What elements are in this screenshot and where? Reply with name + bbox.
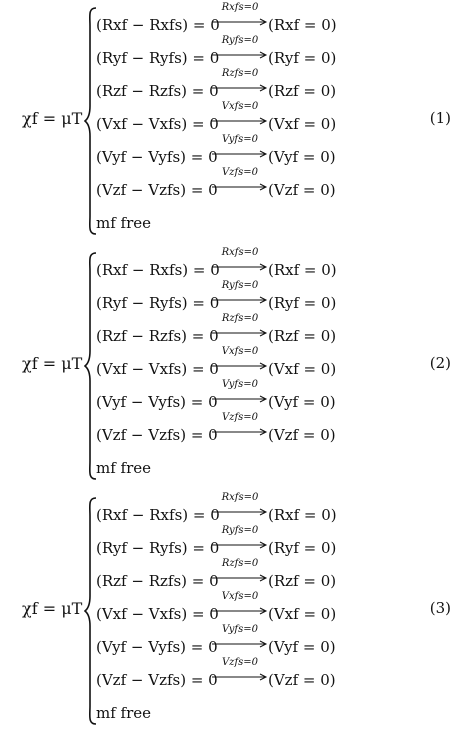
- case-row: [96, 412, 336, 459]
- constraint-result: (Ryf = 0): [268, 294, 337, 312]
- arrow-label: Rzfs=0: [221, 68, 259, 79]
- constraint-result: (Vzf = 0): [268, 181, 336, 199]
- implication-arrow: [212, 379, 268, 409]
- case-rows: [96, 247, 337, 492]
- constraint-result: (Vzf = 0): [268, 671, 336, 689]
- right-arrow-icon: [212, 673, 268, 681]
- constraint-expression: (Rxf − Rxfs) = 0: [96, 506, 220, 524]
- equation-2: [0, 245, 474, 481]
- constraint-result: (Vyf = 0): [268, 393, 336, 411]
- right-arrow-icon: [212, 18, 268, 26]
- constraint-expression: (Vzf − Vzfs) = 0: [96, 426, 218, 444]
- arrow-label: Ryfs=0: [221, 280, 259, 291]
- constraint-expression: (Vyf − Vyfs) = 0: [96, 638, 218, 656]
- arrow-label: Rxfs=0: [221, 247, 259, 258]
- implication-arrow: [212, 247, 268, 277]
- case-row: [96, 657, 336, 704]
- right-arrow-icon: [212, 574, 268, 582]
- implication-arrow: [212, 101, 268, 131]
- equation-number: (1): [429, 109, 451, 127]
- constraint-expression: (Vxf − Vxfs) = 0: [96, 605, 219, 623]
- constraint-expression: (Vyf − Vyfs) = 0: [96, 148, 218, 166]
- right-arrow-icon: [212, 362, 268, 370]
- constraint-expression: (Vyf − Vyfs) = 0: [96, 393, 218, 411]
- constraint-result: (Rzf = 0): [268, 572, 337, 590]
- right-arrow-icon: [212, 640, 268, 648]
- case-rows: [96, 2, 337, 247]
- implication-arrow: [212, 657, 268, 687]
- right-arrow-icon: [212, 607, 268, 615]
- implication-arrow: [212, 313, 268, 343]
- constraint-result: (Rxf = 0): [268, 506, 337, 524]
- constraint-expression: (Vzf − Vzfs) = 0: [96, 671, 218, 689]
- constraint-expression: (Ryf − Ryfs) = 0: [96, 539, 220, 557]
- right-arrow-icon: [212, 150, 268, 158]
- constraint-result: (Ryf = 0): [268, 539, 337, 557]
- right-arrow-icon: [212, 541, 268, 549]
- right-arrow-icon: [212, 263, 268, 271]
- constraint-result: (Rzf = 0): [268, 327, 337, 345]
- implication-arrow: [212, 346, 268, 376]
- equation-lhs: χf = μT: [22, 599, 83, 618]
- constraint-expression: (Rzf − Rzfs) = 0: [96, 327, 219, 345]
- implication-arrow: [212, 280, 268, 310]
- arrow-label: Vyfs=0: [221, 379, 259, 390]
- free-mass-row: mf free: [96, 459, 152, 477]
- free-mass-row: mf free: [96, 704, 152, 722]
- case-rows: [96, 492, 337, 737]
- constraint-result: (Vzf = 0): [268, 426, 336, 444]
- arrow-label: Ryfs=0: [221, 525, 259, 536]
- constraint-result: (Vyf = 0): [268, 148, 336, 166]
- implication-arrow: [212, 558, 268, 588]
- arrow-label: Vxfs=0: [221, 591, 259, 602]
- right-arrow-icon: [212, 428, 268, 436]
- constraint-result: (Vyf = 0): [268, 638, 336, 656]
- case-row: [96, 167, 336, 214]
- equation-number: (2): [429, 354, 451, 372]
- constraint-expression: (Vzf − Vzfs) = 0: [96, 181, 218, 199]
- implication-arrow: [212, 2, 268, 32]
- arrow-label: Vzfs=0: [221, 657, 259, 668]
- implication-arrow: [212, 134, 268, 164]
- constraint-result: (Vxf = 0): [268, 115, 337, 133]
- equation-1: [0, 0, 474, 236]
- constraint-result: (Rzf = 0): [268, 82, 337, 100]
- implication-arrow: [212, 492, 268, 522]
- arrow-label: Rxfs=0: [221, 2, 259, 13]
- right-arrow-icon: [212, 84, 268, 92]
- constraint-expression: (Rxf − Rxfs) = 0: [96, 261, 220, 279]
- constraint-expression: (Rzf − Rzfs) = 0: [96, 82, 219, 100]
- arrow-label: Ryfs=0: [221, 35, 259, 46]
- equation-lhs: χf = μT: [22, 109, 83, 128]
- arrow-label: Vxfs=0: [221, 101, 259, 112]
- constraint-expression: (Ryf − Ryfs) = 0: [96, 49, 220, 67]
- arrow-label: Vyfs=0: [221, 134, 259, 145]
- constraint-expression: (Vxf − Vxfs) = 0: [96, 115, 219, 133]
- equation-3: [0, 490, 474, 726]
- constraint-expression: (Rxf − Rxfs) = 0: [96, 16, 220, 34]
- constraint-result: (Rxf = 0): [268, 16, 337, 34]
- constraint-result: (Ryf = 0): [268, 49, 337, 67]
- arrow-label: Vxfs=0: [221, 346, 259, 357]
- arrow-label: Vzfs=0: [221, 167, 259, 178]
- right-arrow-icon: [212, 296, 268, 304]
- constraint-expression: (Vxf − Vxfs) = 0: [96, 360, 219, 378]
- constraint-result: (Vxf = 0): [268, 605, 337, 623]
- arrow-label: Rxfs=0: [221, 492, 259, 503]
- equation-number: (3): [429, 599, 451, 617]
- right-arrow-icon: [212, 117, 268, 125]
- implication-arrow: [212, 167, 268, 197]
- right-arrow-icon: [212, 395, 268, 403]
- equation-lhs: χf = μT: [22, 354, 83, 373]
- arrow-label: Vyfs=0: [221, 624, 259, 635]
- constraint-expression: (Ryf − Ryfs) = 0: [96, 294, 220, 312]
- implication-arrow: [212, 591, 268, 621]
- right-arrow-icon: [212, 329, 268, 337]
- right-arrow-icon: [212, 51, 268, 59]
- right-arrow-icon: [212, 508, 268, 516]
- implication-arrow: [212, 412, 268, 442]
- arrow-label: Rzfs=0: [221, 313, 259, 324]
- implication-arrow: [212, 68, 268, 98]
- constraint-result: (Rxf = 0): [268, 261, 337, 279]
- constraint-result: (Vxf = 0): [268, 360, 337, 378]
- constraint-expression: (Rzf − Rzfs) = 0: [96, 572, 219, 590]
- free-mass-row: mf free: [96, 214, 152, 232]
- arrow-label: Vzfs=0: [221, 412, 259, 423]
- implication-arrow: [212, 35, 268, 65]
- right-arrow-icon: [212, 183, 268, 191]
- implication-arrow: [212, 525, 268, 555]
- implication-arrow: [212, 624, 268, 654]
- arrow-label: Rzfs=0: [221, 558, 259, 569]
